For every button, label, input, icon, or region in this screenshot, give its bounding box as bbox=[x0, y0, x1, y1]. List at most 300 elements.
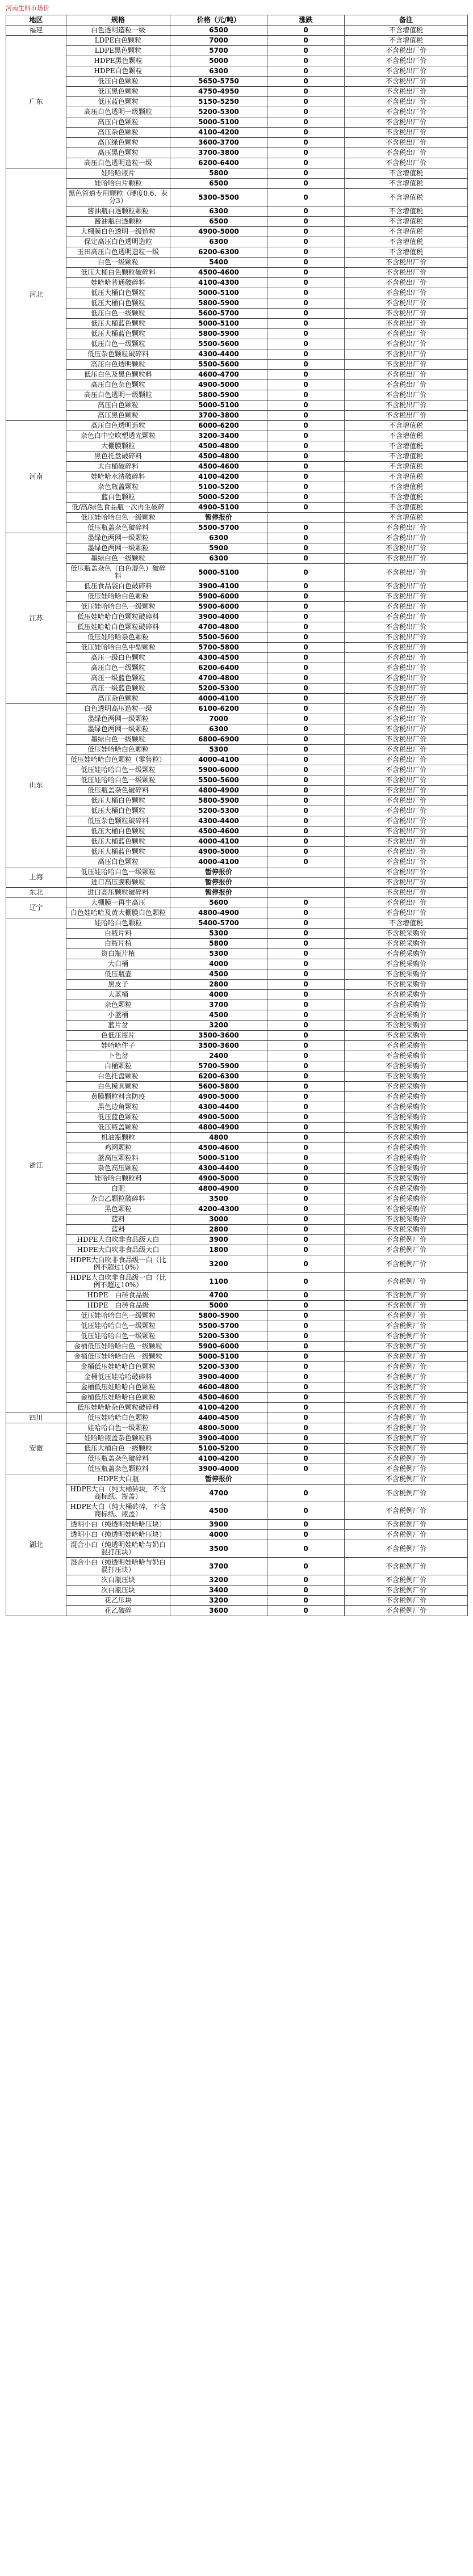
note-cell: 不含税采购价 bbox=[345, 1163, 468, 1174]
spec-cell: 透明小白（纯透明娃哈哈压块） bbox=[66, 1530, 170, 1540]
change-cell: 0 bbox=[267, 581, 345, 592]
spec-cell: 低压娃哈哈白色一级颗粒 bbox=[66, 867, 170, 878]
table-row bbox=[6, 564, 468, 581]
note-cell: 不含税出厂价 bbox=[345, 867, 468, 878]
price-cell: 5600-5700 bbox=[170, 309, 267, 319]
change-cell: 0 bbox=[267, 949, 345, 959]
change-cell: 0 bbox=[267, 380, 345, 390]
price-cell: 4900-5100 bbox=[170, 503, 267, 513]
spec-cell: 金桶低压娃哈哈破碎料 bbox=[66, 1372, 170, 1382]
note-cell: 不含税例厂价 bbox=[345, 1245, 468, 1255]
spec-cell: 混合小白（纯透明娃哈哈与奶白混打压块） bbox=[66, 1540, 170, 1558]
change-cell: 0 bbox=[267, 1352, 345, 1362]
spec-cell: 杂色高压颗粒 bbox=[66, 1163, 170, 1174]
price-cell: 4500-4800 bbox=[170, 441, 267, 452]
note-cell: 不含税出厂价 bbox=[345, 158, 468, 168]
note-cell: 不含增值税 bbox=[345, 168, 468, 179]
table-row bbox=[6, 1082, 468, 1092]
note-cell: 不含税出厂价 bbox=[345, 390, 468, 400]
change-cell: 0 bbox=[267, 1225, 345, 1235]
note-cell: 不含税例厂价 bbox=[345, 1423, 468, 1434]
table-row bbox=[6, 1352, 468, 1362]
spec-cell: 高压黑色颗粒 bbox=[66, 411, 170, 421]
table-row bbox=[6, 1123, 468, 1133]
price-cell: 5000-5200 bbox=[170, 492, 267, 503]
note-cell: 不含税出厂价 bbox=[345, 857, 468, 867]
change-cell: 0 bbox=[267, 1072, 345, 1082]
table-row bbox=[6, 179, 468, 189]
table-row bbox=[6, 653, 468, 663]
spec-cell: 金桶低压娃哈哈白色一级颗粒 bbox=[66, 1352, 170, 1362]
spec-cell: 低压娃哈哈白色一级颗粒 bbox=[66, 513, 170, 523]
table-row bbox=[6, 704, 468, 714]
spec-cell: 大棚膜颗粒 bbox=[66, 441, 170, 452]
table-row bbox=[6, 612, 468, 622]
note-cell: 不含税例厂价 bbox=[345, 1502, 468, 1520]
change-cell: 0 bbox=[267, 827, 345, 837]
table-row bbox=[6, 1184, 468, 1194]
note-cell: 不含增值税 bbox=[345, 462, 468, 472]
price-cell: 5200-5300 bbox=[170, 684, 267, 694]
change-cell: 0 bbox=[267, 329, 345, 339]
note-cell: 不含税例厂价 bbox=[345, 1444, 468, 1454]
price-cell: 4700-4800 bbox=[170, 673, 267, 684]
table-row bbox=[6, 97, 468, 107]
change-cell: 0 bbox=[267, 796, 345, 806]
spec-cell: HDPE大白吹非食品级一白（比例不超过10%） bbox=[66, 1273, 170, 1291]
spec-cell: 杂色颗粒 bbox=[66, 1000, 170, 1010]
table-row bbox=[6, 26, 468, 36]
change-cell: 0 bbox=[267, 990, 345, 1000]
table-row bbox=[6, 319, 468, 329]
price-cell: 6300 bbox=[170, 554, 267, 564]
note-cell: 不含税例厂价 bbox=[345, 1362, 468, 1372]
table-row bbox=[6, 380, 468, 390]
note-cell: 不含税出厂价 bbox=[345, 370, 468, 380]
price-cell: 5700-5900 bbox=[170, 1061, 267, 1072]
change-cell: 0 bbox=[267, 543, 345, 554]
table-row bbox=[6, 1464, 468, 1474]
spec-cell: 黑色边角颗粒 bbox=[66, 1102, 170, 1112]
price-cell: 3900-4000 bbox=[170, 1464, 267, 1474]
note-cell: 不含税采购价 bbox=[345, 1102, 468, 1112]
note-cell: 不含税采购价 bbox=[345, 1153, 468, 1163]
note-cell: 不含税采购价 bbox=[345, 1082, 468, 1092]
region-cell: 东北 bbox=[6, 888, 66, 898]
change-cell: 0 bbox=[267, 1301, 345, 1311]
change-cell: 0 bbox=[267, 1051, 345, 1061]
spec-cell: 墨绿色两网一级颗粒 bbox=[66, 724, 170, 735]
spec-cell: 黄膜颗粒料含防疫 bbox=[66, 1092, 170, 1102]
table-row bbox=[6, 1331, 468, 1342]
spec-cell: 鸡网颗粒 bbox=[66, 1143, 170, 1153]
note-cell: 不含税采购价 bbox=[345, 1204, 468, 1215]
price-cell: 4000-4100 bbox=[170, 837, 267, 847]
change-cell: 0 bbox=[267, 431, 345, 441]
change-cell: 0 bbox=[267, 816, 345, 827]
table-row bbox=[6, 168, 468, 179]
price-cell: 6800-6900 bbox=[170, 735, 267, 745]
change-cell: 0 bbox=[267, 117, 345, 128]
spec-cell: 低压白色一级颗粒 bbox=[66, 309, 170, 319]
change-cell: 0 bbox=[267, 1143, 345, 1153]
price-cell: 4800-4900 bbox=[170, 1123, 267, 1133]
note-cell: 不含税出厂价 bbox=[345, 898, 468, 908]
change-cell: 0 bbox=[267, 77, 345, 87]
spec-cell: HDPE大白（纯大桶砖碎，不含商标纸、瓶盖） bbox=[66, 1502, 170, 1520]
spec-cell: 高压一级白色颗粒 bbox=[66, 653, 170, 663]
price-cell: 5300-5500 bbox=[170, 189, 267, 206]
change-cell: 0 bbox=[267, 1194, 345, 1204]
table-row bbox=[6, 400, 468, 411]
table-row bbox=[6, 1051, 468, 1061]
table-row bbox=[6, 847, 468, 857]
spec-cell: 大棚膜白色透明一级造粒 bbox=[66, 227, 170, 237]
price-cell: 4000 bbox=[170, 990, 267, 1000]
table-row bbox=[6, 1321, 468, 1331]
price-cell: 4800-4900 bbox=[170, 1184, 267, 1194]
spec-cell: 次白瓶压块 bbox=[66, 1586, 170, 1596]
table-row bbox=[6, 878, 468, 888]
price-cell: 4700 bbox=[170, 1485, 267, 1502]
change-cell: 0 bbox=[267, 1133, 345, 1143]
spec-cell: 娃哈哈白色一级颗粒 bbox=[66, 1423, 170, 1434]
change-cell: 0 bbox=[267, 1321, 345, 1331]
note-cell: 不含税例厂价 bbox=[345, 1413, 468, 1423]
table-row bbox=[6, 755, 468, 765]
table-row bbox=[6, 237, 468, 247]
table-row bbox=[6, 1143, 468, 1153]
change-cell: 0 bbox=[267, 237, 345, 247]
change-cell: 0 bbox=[267, 1454, 345, 1464]
table-row bbox=[6, 622, 468, 633]
note-cell: 不含增值税 bbox=[345, 189, 468, 206]
change-cell: 0 bbox=[267, 1163, 345, 1174]
change-cell: 0 bbox=[267, 1102, 345, 1112]
price-cell: 5100-5200 bbox=[170, 1444, 267, 1454]
change-cell: 0 bbox=[267, 227, 345, 237]
change-cell: 0 bbox=[267, 1311, 345, 1321]
price-cell: 4100-4200 bbox=[170, 1454, 267, 1464]
spec-cell: 卜色岔 bbox=[66, 1051, 170, 1061]
note-cell: 不含税例厂价 bbox=[345, 1393, 468, 1403]
table-row bbox=[6, 1403, 468, 1413]
change-cell: 0 bbox=[267, 411, 345, 421]
spec-cell: 墨绿色两网一级颗粒 bbox=[66, 543, 170, 554]
table-row bbox=[6, 543, 468, 554]
note-cell: 不含税出厂价 bbox=[345, 56, 468, 66]
spec-cell: 低压娃哈哈白色中型颗粒 bbox=[66, 643, 170, 653]
spec-cell: 黑皮子 bbox=[66, 980, 170, 990]
note-cell: 不含税采购价 bbox=[345, 1051, 468, 1061]
note-cell: 不含税采购价 bbox=[345, 1021, 468, 1031]
price-cell: 5800-5900 bbox=[170, 796, 267, 806]
note-cell: 不含税出厂价 bbox=[345, 66, 468, 77]
note-cell: 不含税出厂价 bbox=[345, 46, 468, 56]
table-row bbox=[6, 411, 468, 421]
price-cell: 4900-5000 bbox=[170, 227, 267, 237]
price-cell: 5000-5100 bbox=[170, 564, 267, 581]
spec-cell: 花乙破碎 bbox=[66, 1606, 170, 1616]
spec-cell: 大蓝桶 bbox=[66, 990, 170, 1000]
change-cell: 0 bbox=[267, 969, 345, 980]
spec-cell: 低压娃哈哈杂色颗粒 bbox=[66, 633, 170, 643]
note-cell: 不含税出厂价 bbox=[345, 827, 468, 837]
change-cell: 0 bbox=[267, 148, 345, 158]
spec-cell: 白桶颗粒 bbox=[66, 1061, 170, 1072]
note-cell: 不含税采购价 bbox=[345, 1143, 468, 1153]
spec-cell: 小蓝桶 bbox=[66, 1010, 170, 1021]
header-note: 备注 bbox=[345, 15, 468, 26]
change-cell: 0 bbox=[267, 339, 345, 349]
spec-cell: 低压娃哈哈白色一级颗粒 bbox=[66, 775, 170, 786]
price-cell: 2800 bbox=[170, 980, 267, 990]
table-row bbox=[6, 1586, 468, 1596]
table-row bbox=[6, 1174, 468, 1184]
price-cell: 3200 bbox=[170, 1575, 267, 1586]
table-row bbox=[6, 888, 468, 898]
spec-cell: 低压黑色颗粒 bbox=[66, 87, 170, 97]
note-cell: 不含税出厂价 bbox=[345, 411, 468, 421]
price-cell: 4100-4300 bbox=[170, 278, 267, 288]
change-cell: 0 bbox=[267, 319, 345, 329]
change-cell: 0 bbox=[267, 1245, 345, 1255]
change-cell: 0 bbox=[267, 26, 345, 36]
change-cell: 0 bbox=[267, 704, 345, 714]
spec-cell: 蓝白色颗粒 bbox=[66, 492, 170, 503]
note-cell: 不含增值税 bbox=[345, 431, 468, 441]
note-cell: 不含税出厂价 bbox=[345, 117, 468, 128]
table-header-row bbox=[6, 15, 468, 26]
change-cell: 0 bbox=[267, 1273, 345, 1291]
table-row bbox=[6, 1061, 468, 1072]
price-cell: 4000-4100 bbox=[170, 694, 267, 704]
table-row bbox=[6, 1413, 468, 1423]
table-row bbox=[6, 745, 468, 755]
table-row bbox=[6, 633, 468, 643]
change-cell: 0 bbox=[267, 107, 345, 117]
table-row bbox=[6, 298, 468, 309]
price-cell: 5400 bbox=[170, 258, 267, 268]
note-cell: 不含税例厂价 bbox=[345, 1575, 468, 1586]
table-row bbox=[6, 980, 468, 990]
table-row bbox=[6, 513, 468, 523]
table-row bbox=[6, 714, 468, 724]
price-cell: 5000-5100 bbox=[170, 288, 267, 298]
price-cell: 7000 bbox=[170, 36, 267, 46]
spec-cell: 大白桶 bbox=[66, 959, 170, 969]
change-cell: 0 bbox=[267, 564, 345, 581]
change-cell: 0 bbox=[267, 1153, 345, 1163]
change-cell: 0 bbox=[267, 735, 345, 745]
spec-cell: 杂色白中空吹塑透光颗粒 bbox=[66, 431, 170, 441]
change-cell: 0 bbox=[267, 918, 345, 929]
note-cell: 不含税出厂价 bbox=[345, 755, 468, 765]
note-cell: 不含税出厂价 bbox=[345, 97, 468, 107]
note-cell: 不含增值税 bbox=[345, 472, 468, 482]
price-cell: 4800-4900 bbox=[170, 786, 267, 796]
change-cell: 0 bbox=[267, 138, 345, 148]
price-cell: 4800-5000 bbox=[170, 1423, 267, 1434]
change-cell: 0 bbox=[267, 97, 345, 107]
note-cell: 不含税出厂价 bbox=[345, 138, 468, 148]
change-cell: 0 bbox=[267, 724, 345, 735]
spec-cell: 金桶低压娃哈哈白色一级颗粒 bbox=[66, 1342, 170, 1352]
price-cell: 6300 bbox=[170, 724, 267, 735]
table-row bbox=[6, 138, 468, 148]
change-cell: 0 bbox=[267, 1041, 345, 1051]
price-cell: 7000 bbox=[170, 714, 267, 724]
table-row bbox=[6, 1000, 468, 1010]
change-cell: 0 bbox=[267, 492, 345, 503]
price-cell: 6500 bbox=[170, 217, 267, 227]
price-cell: 5500-5600 bbox=[170, 360, 267, 370]
note-cell: 不含税采购价 bbox=[345, 1225, 468, 1235]
change-cell: 0 bbox=[267, 452, 345, 462]
change-cell: 0 bbox=[267, 400, 345, 411]
note-cell: 不含税出厂价 bbox=[345, 148, 468, 158]
price-cell: 3600 bbox=[170, 1606, 267, 1616]
price-cell: 3900-4000 bbox=[170, 612, 267, 622]
spec-cell: 高压一级蓝色颗粒 bbox=[66, 684, 170, 694]
note-cell: 不含税出厂价 bbox=[345, 643, 468, 653]
change-cell: 0 bbox=[267, 1413, 345, 1423]
spec-cell: 低压蓝色颗粒 bbox=[66, 1112, 170, 1123]
price-cell: 4600-4700 bbox=[170, 370, 267, 380]
table-row bbox=[6, 482, 468, 492]
spec-cell: 娃哈哈瓶盖杂色颗粒料 bbox=[66, 1434, 170, 1444]
note-cell: 不含税出厂价 bbox=[345, 128, 468, 138]
change-cell: 0 bbox=[267, 168, 345, 179]
change-cell: 0 bbox=[267, 1010, 345, 1021]
change-cell: 0 bbox=[267, 1485, 345, 1502]
spec-cell: 高压白色透明颗粒 bbox=[66, 360, 170, 370]
change-cell: 0 bbox=[267, 360, 345, 370]
spec-cell: 高压白色颗粒 bbox=[66, 117, 170, 128]
note-cell: 不含税例厂价 bbox=[345, 1454, 468, 1464]
region-cell: 山东 bbox=[6, 704, 66, 867]
note-cell: 不含税出厂价 bbox=[345, 684, 468, 694]
change-cell: 0 bbox=[267, 503, 345, 513]
table-body bbox=[6, 26, 468, 1616]
price-cell: 5900-6000 bbox=[170, 602, 267, 612]
table-row bbox=[6, 217, 468, 227]
table-row bbox=[6, 1010, 468, 1021]
note-cell: 不含税出厂价 bbox=[345, 268, 468, 278]
price-cell: 5800 bbox=[170, 168, 267, 179]
spec-cell: 高压白色透明一级颗粒 bbox=[66, 107, 170, 117]
region-cell: 辽宁 bbox=[6, 898, 66, 918]
note-cell: 不含税出厂价 bbox=[345, 878, 468, 888]
price-cell: 4900-5000 bbox=[170, 1174, 267, 1184]
note-cell: 不含税出厂价 bbox=[345, 87, 468, 97]
change-cell: 0 bbox=[267, 268, 345, 278]
table-row bbox=[6, 1235, 468, 1245]
price-cell: 5400-5700 bbox=[170, 918, 267, 929]
price-cell: 3200-3400 bbox=[170, 431, 267, 441]
note-cell: 不含税出厂价 bbox=[345, 288, 468, 298]
price-cell: 5900-6000 bbox=[170, 765, 267, 775]
price-cell: 5800-5900 bbox=[170, 1311, 267, 1321]
change-cell: 0 bbox=[267, 158, 345, 168]
price-cell: 6300 bbox=[170, 237, 267, 247]
spec-cell: 低压瓶盖杂色破碎料 bbox=[66, 523, 170, 533]
spec-cell: 低压蓝色颗粒 bbox=[66, 97, 170, 107]
table-row bbox=[6, 56, 468, 66]
change-cell bbox=[267, 888, 345, 898]
spec-cell: 白色娃哈哈及黄大棚膜白色颗粒 bbox=[66, 908, 170, 918]
note-cell: 不含税出厂价 bbox=[345, 319, 468, 329]
change-cell: 0 bbox=[267, 1031, 345, 1041]
change-cell: 0 bbox=[267, 1021, 345, 1031]
table-row bbox=[6, 117, 468, 128]
note-cell: 不含税出厂价 bbox=[345, 77, 468, 87]
price-cell: 3600-3700 bbox=[170, 138, 267, 148]
note-cell: 不含税出厂价 bbox=[345, 360, 468, 370]
price-cell: 5800-5900 bbox=[170, 390, 267, 400]
change-cell: 0 bbox=[267, 1082, 345, 1092]
change-cell: 0 bbox=[267, 755, 345, 765]
price-cell: 3000 bbox=[170, 1215, 267, 1225]
spec-cell: 低压瓶盖杂色破碎料 bbox=[66, 786, 170, 796]
change-cell: 0 bbox=[267, 745, 345, 755]
table-row bbox=[6, 724, 468, 735]
table-row bbox=[6, 929, 468, 939]
price-cell: 4100-4200 bbox=[170, 472, 267, 482]
spec-cell: 低压娃哈哈白色颗粒破碎料 bbox=[66, 612, 170, 622]
spec-cell: 高压白色透明造粒一级 bbox=[66, 158, 170, 168]
price-cell: 4900-5000 bbox=[170, 380, 267, 390]
price-cell: 5900-6000 bbox=[170, 1342, 267, 1352]
table-row bbox=[6, 1255, 468, 1273]
table-row bbox=[6, 939, 468, 949]
spec-cell: LDPE白色颗粒 bbox=[66, 36, 170, 46]
spec-cell: HDPE黑色颗粒 bbox=[66, 56, 170, 66]
header-price: 价格（元/吨） bbox=[170, 15, 267, 26]
change-cell: 0 bbox=[267, 1540, 345, 1558]
change-cell: 0 bbox=[267, 1342, 345, 1352]
price-table bbox=[6, 15, 468, 1616]
table-row bbox=[6, 148, 468, 158]
table-row bbox=[6, 247, 468, 258]
note-cell: 不含税出厂价 bbox=[345, 622, 468, 633]
spec-cell: 低压大桶白色颗粒 bbox=[66, 806, 170, 816]
note-cell: 不含税出厂价 bbox=[345, 554, 468, 564]
note-cell: 不含税出厂价 bbox=[345, 633, 468, 643]
note-cell: 不含税采购价 bbox=[345, 980, 468, 990]
note-cell: 不含增值税 bbox=[345, 247, 468, 258]
spec-cell: 大棚膜一再生高压 bbox=[66, 898, 170, 908]
spec-cell: 低压大桶蓝色颗粒 bbox=[66, 329, 170, 339]
price-cell: 4800 bbox=[170, 1133, 267, 1143]
table-row bbox=[6, 898, 468, 908]
spec-cell: 低压娃哈哈白色颗粒 bbox=[66, 745, 170, 755]
change-cell: 0 bbox=[267, 1204, 345, 1215]
table-row bbox=[6, 1041, 468, 1051]
change-cell: 0 bbox=[267, 1255, 345, 1273]
change-cell: 0 bbox=[267, 775, 345, 786]
table-row bbox=[6, 1434, 468, 1444]
note-cell: 不含税采购价 bbox=[345, 990, 468, 1000]
table-row bbox=[6, 329, 468, 339]
price-cell: 暂停报价 bbox=[170, 867, 267, 878]
price-cell: 5700-5800 bbox=[170, 643, 267, 653]
price-cell: 5200-5300 bbox=[170, 806, 267, 816]
price-cell: 暂停报价 bbox=[170, 878, 267, 888]
price-cell: 4400-4500 bbox=[170, 1413, 267, 1423]
price-cell: 4300-4500 bbox=[170, 653, 267, 663]
region-cell: 湖北 bbox=[6, 1474, 66, 1616]
